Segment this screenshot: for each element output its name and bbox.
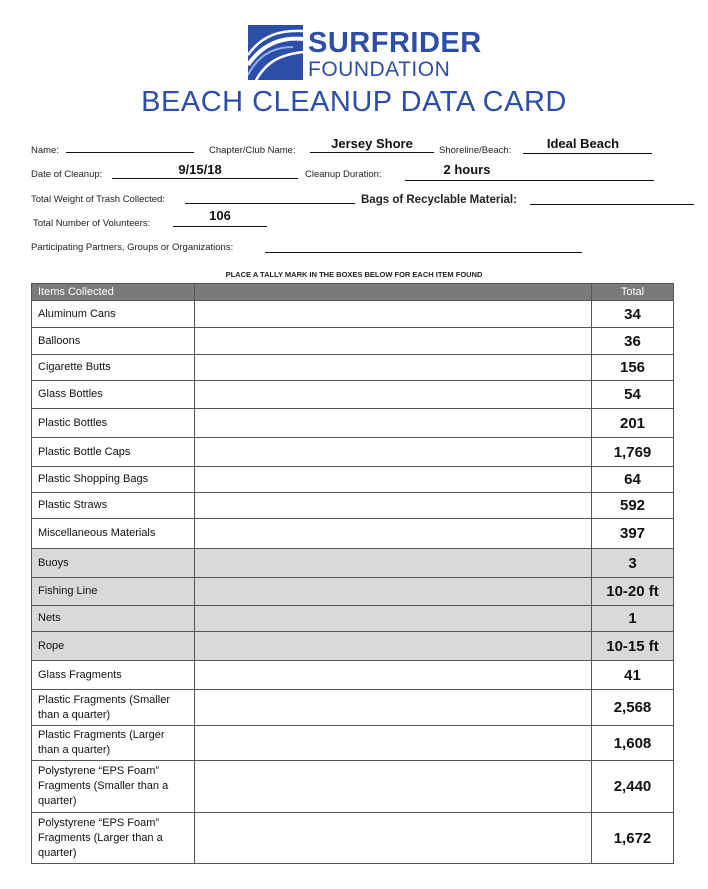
table-row bbox=[32, 813, 674, 864]
duration-label: Cleanup Duration: bbox=[305, 169, 382, 180]
tally-cell[interactable] bbox=[195, 301, 592, 328]
item-name: Aluminum Cans bbox=[32, 301, 195, 328]
tally-cell[interactable] bbox=[195, 761, 592, 813]
item-total: 1,672 bbox=[592, 813, 674, 864]
partners-label: Participating Partners, Groups or Organizations: bbox=[31, 242, 234, 253]
item-name: Plastic Bottle Caps bbox=[32, 438, 195, 467]
date-value: 9/15/18 bbox=[178, 162, 222, 177]
item-total: 3 bbox=[592, 549, 674, 578]
logo-name: SURFRIDER bbox=[308, 27, 482, 59]
tally-cell[interactable] bbox=[195, 632, 592, 661]
tally-cell[interactable] bbox=[195, 328, 592, 355]
logo-subtitle: FOUNDATION bbox=[308, 58, 451, 81]
item-name: Glass Bottles bbox=[32, 381, 195, 409]
recyclable-label: Bags of Recyclable Material: bbox=[361, 194, 517, 206]
item-name: Rope bbox=[32, 632, 195, 661]
tally-cell[interactable] bbox=[195, 726, 592, 761]
table-row bbox=[32, 632, 674, 661]
tally-cell[interactable] bbox=[195, 549, 592, 578]
table-row bbox=[32, 409, 674, 438]
chapter-value: Jersey Shore bbox=[331, 136, 413, 151]
item-name: Polystyrene “EPS Foam” Fragments (Smaller than a quarter) bbox=[32, 761, 195, 813]
tally-cell[interactable] bbox=[195, 661, 592, 690]
recyclable-field[interactable] bbox=[530, 204, 694, 205]
item-total: 1 bbox=[592, 606, 674, 632]
table-row bbox=[32, 519, 674, 549]
chapter-label: Chapter/Club Name: bbox=[209, 145, 296, 156]
item-name: Plastic Straws bbox=[32, 493, 195, 519]
item-total: 592 bbox=[592, 493, 674, 519]
item-total: 156 bbox=[592, 355, 674, 381]
name-label: Name: bbox=[31, 145, 59, 156]
volunteers-label: Total Number of Volunteers: bbox=[33, 218, 151, 229]
item-name: Cigarette Butts bbox=[32, 355, 195, 381]
table-row bbox=[32, 549, 674, 578]
table-row bbox=[32, 355, 674, 381]
table-row bbox=[32, 661, 674, 690]
header-tally bbox=[195, 284, 592, 301]
tally-cell[interactable] bbox=[195, 355, 592, 381]
tally-cell[interactable] bbox=[195, 493, 592, 519]
table-row bbox=[32, 467, 674, 493]
item-name: Fishing Line bbox=[32, 578, 195, 606]
date-label: Date of Cleanup: bbox=[31, 169, 103, 180]
header-items-collected: Items Collected bbox=[32, 284, 195, 301]
duration-value: 2 hours bbox=[443, 162, 491, 177]
item-name: Plastic Bottles bbox=[32, 409, 195, 438]
table-row bbox=[32, 438, 674, 467]
items-table bbox=[31, 283, 674, 864]
item-total: 1,608 bbox=[592, 726, 674, 761]
item-total: 64 bbox=[592, 467, 674, 493]
item-total: 36 bbox=[592, 328, 674, 355]
shoreline-value: Ideal Beach bbox=[546, 136, 620, 151]
tally-cell[interactable] bbox=[195, 409, 592, 438]
header-total: Total bbox=[592, 284, 674, 301]
table-row bbox=[32, 381, 674, 409]
name-field[interactable] bbox=[66, 152, 194, 153]
table-row bbox=[32, 493, 674, 519]
weight-label: Total Weight of Trash Collected: bbox=[31, 194, 165, 205]
volunteers-value: 106 bbox=[209, 208, 231, 223]
tally-cell[interactable] bbox=[195, 606, 592, 632]
date-field[interactable] bbox=[112, 178, 298, 179]
item-total: 2,440 bbox=[592, 761, 674, 813]
item-name: Balloons bbox=[32, 328, 195, 355]
item-total: 1,769 bbox=[592, 438, 674, 467]
table-row bbox=[32, 761, 674, 813]
item-total: 397 bbox=[592, 519, 674, 549]
weight-field[interactable] bbox=[185, 203, 355, 204]
item-name: Polystyrene “EPS Foam” Fragments (Larger than a quarter) bbox=[32, 813, 195, 864]
table-row bbox=[32, 328, 674, 355]
tally-cell[interactable] bbox=[195, 578, 592, 606]
tally-cell[interactable] bbox=[195, 519, 592, 549]
table-header-row bbox=[32, 284, 674, 301]
partners-field[interactable] bbox=[265, 252, 582, 253]
page-title: BEACH CLEANUP DATA CARD bbox=[141, 86, 567, 118]
item-total: 2,568 bbox=[592, 690, 674, 726]
item-total: 54 bbox=[592, 381, 674, 409]
item-name: Plastic Fragments (Smaller than a quarter) bbox=[32, 690, 195, 726]
tally-cell[interactable] bbox=[195, 467, 592, 493]
duration-field[interactable] bbox=[405, 180, 654, 181]
table-row bbox=[32, 726, 674, 761]
table-row bbox=[32, 606, 674, 632]
item-total: 201 bbox=[592, 409, 674, 438]
table-row bbox=[32, 301, 674, 328]
shoreline-field[interactable] bbox=[523, 153, 652, 154]
table-row bbox=[32, 578, 674, 606]
shoreline-label: Shoreline/Beach: bbox=[439, 145, 512, 156]
item-name: Plastic Fragments (Larger than a quarter) bbox=[32, 726, 195, 761]
volunteers-field[interactable] bbox=[173, 226, 267, 227]
chapter-field[interactable] bbox=[310, 152, 434, 153]
tally-cell[interactable] bbox=[195, 690, 592, 726]
item-name: Nets bbox=[32, 606, 195, 632]
tally-cell[interactable] bbox=[195, 438, 592, 467]
tally-instruction: PLACE A TALLY MARK IN THE BOXES BELOW FOR EACH ITEM FOUND bbox=[225, 270, 483, 279]
tally-cell[interactable] bbox=[195, 813, 592, 864]
surfrider-logo bbox=[248, 25, 482, 83]
item-name: Miscellaneous Materials bbox=[32, 519, 195, 549]
item-name: Buoys bbox=[32, 549, 195, 578]
tally-cell[interactable] bbox=[195, 381, 592, 409]
item-total: 34 bbox=[592, 301, 674, 328]
table-row bbox=[32, 690, 674, 726]
item-name: Plastic Shopping Bags bbox=[32, 467, 195, 493]
item-total: 10-15 ft bbox=[592, 632, 674, 661]
wave-logo-icon bbox=[248, 25, 303, 80]
item-total: 41 bbox=[592, 661, 674, 690]
item-total: 10-20 ft bbox=[592, 578, 674, 606]
item-name: Glass Fragments bbox=[32, 661, 195, 690]
